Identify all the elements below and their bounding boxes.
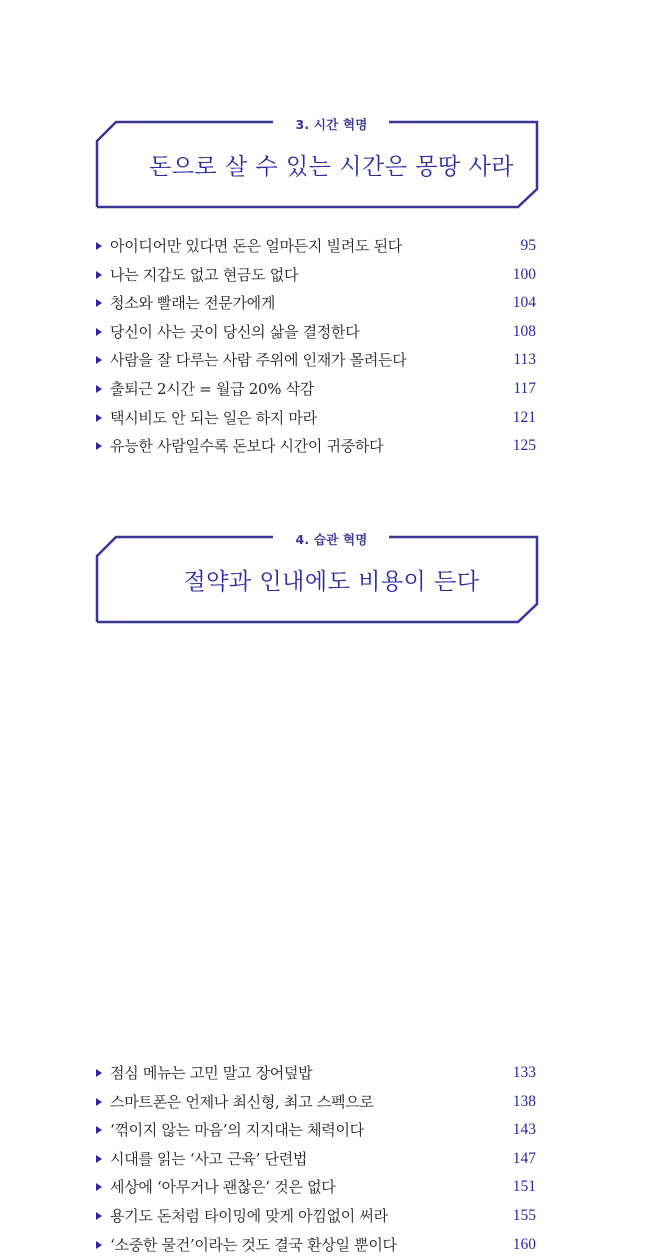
toc-entry-page: 138 [512,1092,536,1110]
toc-entry[interactable] [96,1059,540,1088]
bullet-triangle-icon [96,1155,102,1163]
toc-entry[interactable] [96,1145,540,1174]
toc-entry-page: 155 [512,1206,536,1224]
toc-entry[interactable] [96,1088,540,1117]
toc-entry-page: 95 [520,237,536,254]
chapter-4-label: 4. 습관 혁명 [295,532,368,547]
bullet-triangle-icon [96,1241,102,1249]
chapter-3-title: 돈으로 살 수 있는 시간은 몽땅 사라 [149,154,514,180]
toc-entry[interactable] [96,289,540,318]
toc-entry[interactable] [96,232,540,261]
bullet-triangle-icon [96,271,102,279]
toc-entry-title: 나는 지갑도 없고 현금도 없다 [110,265,299,284]
toc-entry-title: 택시비도 안 되는 일은 하지 마라 [110,408,317,427]
bullet-triangle-icon [96,385,102,393]
toc-entry[interactable] [96,1231,540,1259]
toc-entry-title: 용기도 돈처럼 타이밍에 맞게 아낌없이 써라 [110,1206,388,1225]
toc-entry[interactable] [96,432,540,461]
toc-entry[interactable] [96,261,540,290]
bullet-triangle-icon [96,356,102,364]
toc-entry[interactable] [96,1173,540,1202]
chapter-4-toc-list [96,1059,540,1259]
chapter-3-toc-list [96,232,540,461]
toc-entry-page: 117 [513,379,536,397]
toc-entry-page: 160 [512,1235,536,1253]
toc-entry-title: 세상에 ‘아무거나 괜찮은’ 것은 없다 [110,1178,336,1197]
toc-entry-page: 151 [512,1178,536,1196]
toc-entry[interactable] [96,375,540,404]
toc-entry-title: 스마트폰은 언제나 최신형, 최고 스펙으로 [110,1092,374,1111]
bullet-triangle-icon [96,1212,102,1220]
toc-entry-title: 시대를 읽는 ‘사고 근육’ 단련법 [110,1149,308,1168]
toc-entry-title: 아이디어만 있다면 돈은 얼마든지 빌려도 된다 [110,237,402,255]
bullet-triangle-icon [96,242,102,250]
bullet-triangle-icon [96,328,102,336]
toc-entry[interactable] [96,318,540,347]
toc-entry[interactable] [96,1116,540,1145]
bullet-triangle-icon [96,1183,102,1191]
toc-entry-page: 121 [512,408,536,426]
chapter-3-label: 3. 시간 혁명 [295,117,368,132]
toc-entry-page: 108 [512,322,536,340]
toc-entry-page: 147 [512,1149,536,1167]
bullet-triangle-icon [96,1069,102,1077]
bullet-triangle-icon [96,299,102,307]
toc-entry-title: 사람을 잘 다루는 사람 주위에 인재가 몰려든다 [110,351,407,370]
toc-entry-title: 출퇴근 2시간 = 월급 20% 삭감 [110,379,315,398]
toc-entry-page: 143 [512,1121,536,1139]
toc-entry-title: 당신이 사는 곳이 당신의 삶을 결정한다 [110,322,360,341]
toc-entry-title: ‘소중한 물건’이라는 것도 결국 환상일 뿐이다 [110,1235,397,1254]
toc-entry-title: 청소와 빨래는 전문가에게 [110,294,276,313]
toc-entry-title: ‘꺾이지 않는 마음’의 지지대는 체력이다 [110,1121,364,1140]
bullet-triangle-icon [96,1098,102,1106]
toc-entry[interactable] [96,346,540,375]
toc-entry-title: 유능한 사람일수록 돈보다 시간이 귀중하다 [110,437,384,456]
bullet-triangle-icon [96,414,102,422]
bullet-triangle-icon [96,1126,102,1134]
bullet-triangle-icon [96,442,102,450]
toc-entry-page: 100 [512,265,536,283]
toc-entry[interactable] [96,404,540,433]
toc-entry[interactable] [96,1202,540,1231]
toc-entry-title: 점심 메뉴는 고민 말고 장어덮밥 [110,1064,313,1082]
toc-entry-page: 113 [513,351,536,369]
toc-entry-page: 125 [512,437,536,455]
toc-entry-page: 104 [512,294,536,312]
toc-entry-page: 133 [512,1064,536,1081]
chapter-4-title: 절약과 인내에도 비용이 든다 [183,569,480,595]
